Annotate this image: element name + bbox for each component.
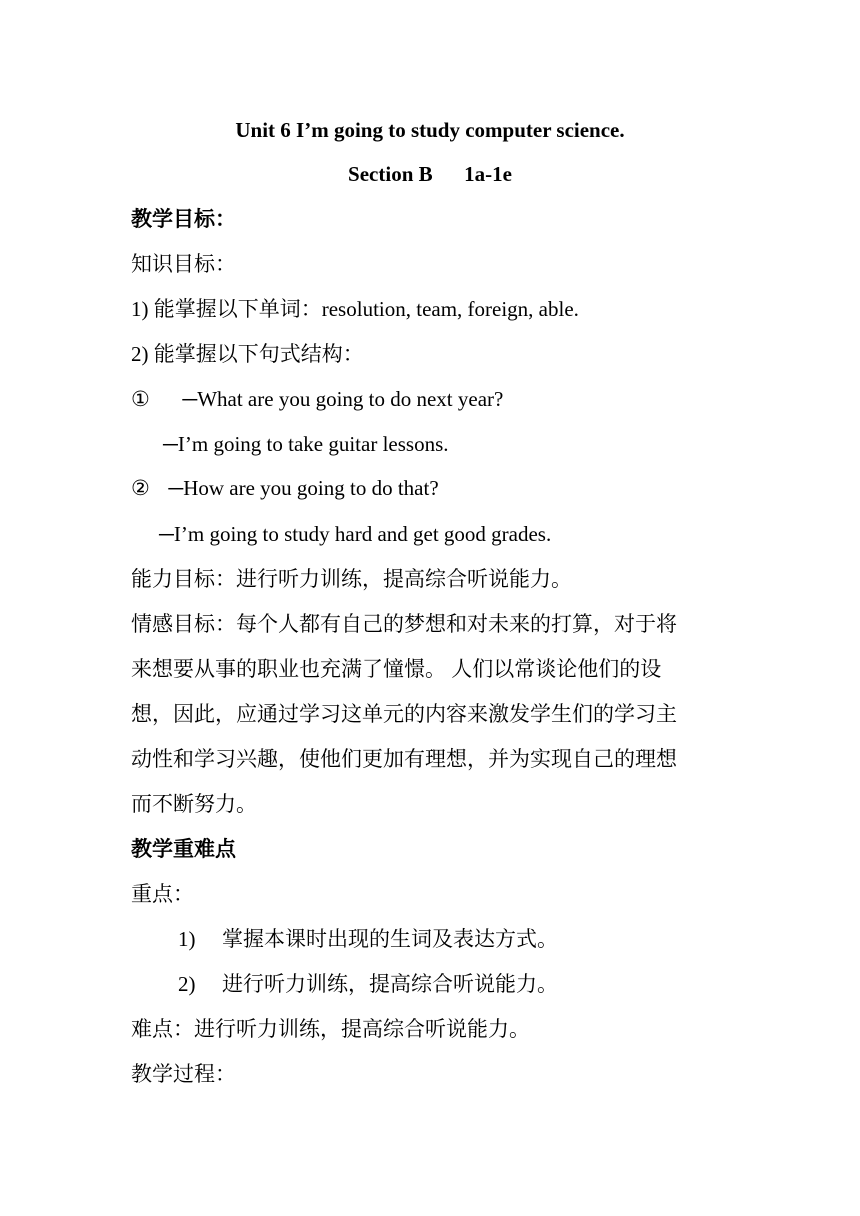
difficult-point: 难点：进行听力训练，提高综合听说能力。 <box>131 1017 530 1041</box>
key-item-2-text: 进行听力训练，提高综合听说能力。 <box>222 972 558 996</box>
dialogue-1-question-line <box>131 385 503 413</box>
ability-objective: 能力目标：进行听力训练，提高综合听说能力。 <box>131 567 572 591</box>
knowledge-item-2: 2) 能掌握以下句式结构： <box>131 342 364 366</box>
key-item-1 <box>178 925 558 953</box>
emotion-line-2: 来想要从事的职业也充满了憧憬。 人们以常谈论他们的设 <box>131 657 662 681</box>
dialogue-1-marker: ① <box>131 387 150 411</box>
emotion-line-5: 而不断努力。 <box>131 792 257 816</box>
emotion-line-1: 情感目标：每个人都有自己的梦想和对未来的打算，对于将 <box>131 612 677 636</box>
emotion-line-4: 动性和学习兴趣，使他们更加有理想，并为实现自己的理想 <box>131 747 677 771</box>
key-difficult-heading: 教学重难点 <box>131 837 236 861</box>
objectives-heading: 教学目标： <box>131 207 236 231</box>
key-item-2 <box>178 970 558 998</box>
emotion-line-3: 想，因此，应通过学习这单元的内容来激发学生们的学习主 <box>131 702 677 726</box>
knowledge-item-1: 1) 能掌握以下单词：resolution, team, foreign, able. <box>131 297 579 321</box>
section-subtitle: Section B 1a-1e <box>348 162 512 186</box>
dialogue-2-question-line <box>131 474 439 502</box>
document-title: Unit 6 I’m going to study computer science. <box>235 118 625 142</box>
key-item-2-num: 2) <box>178 972 196 996</box>
dialogue-1-answer: ─I’m going to take guitar lessons. <box>163 432 449 456</box>
key-item-1-text: 掌握本课时出现的生词及表达方式。 <box>222 927 558 951</box>
process-heading: 教学过程： <box>131 1062 236 1086</box>
knowledge-heading: 知识目标： <box>131 252 236 276</box>
key-label: 重点： <box>131 882 194 906</box>
dialogue-2-answer: ─I’m going to study hard and get good grades. <box>159 522 552 546</box>
dialogue-2-question: ─How are you going to do that? <box>168 476 439 500</box>
key-item-1-num: 1) <box>178 927 196 951</box>
dialogue-1-question: ─What are you going to do next year? <box>182 387 504 411</box>
dialogue-2-marker: ② <box>131 476 150 500</box>
